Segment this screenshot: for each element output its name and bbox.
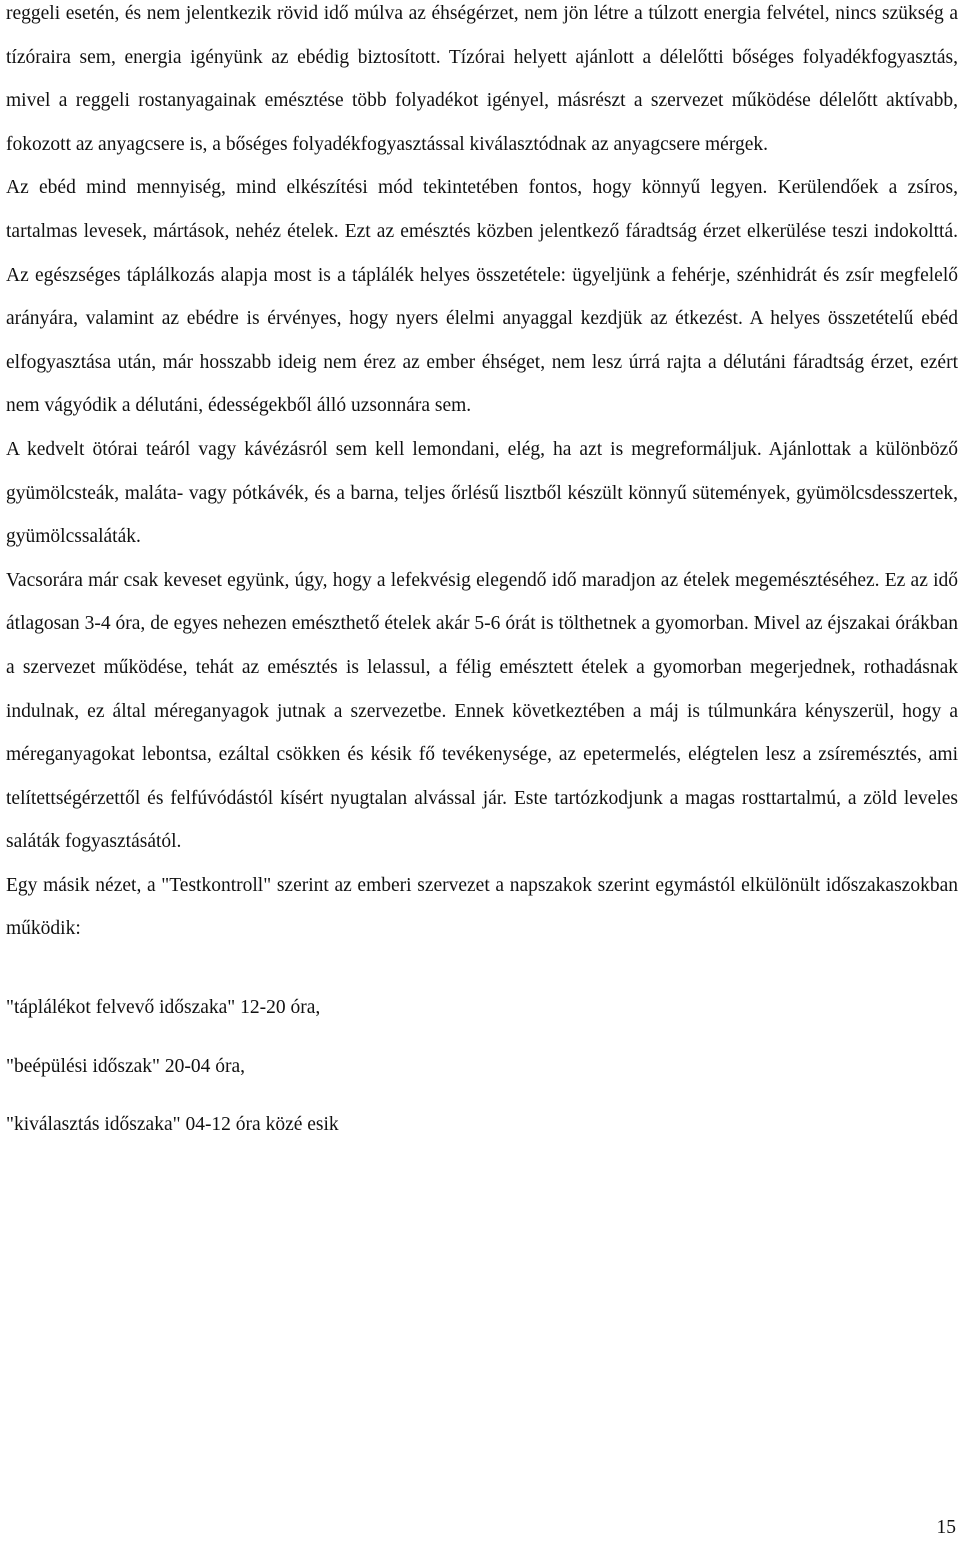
- list-item: "beépülési időszak" 20-04 óra,: [6, 1055, 246, 1077]
- paragraph-dinner: Vacsorára már csak keveset együnk, úgy, hogy a lefekvésig elegendő idő maradjon az ételek megemésztéséhez. Ez az idő átlagosan 3-4 óra, de egyes nehezen emészthető ételek akár 5-6 órát is tölthetnek a gyomorban. Mivel az éjszakai órákban a szervezet működése, tehát az emésztés is lelassul, a félig emésztett ételek a gyomorban megerjednek, rothadásnak indulnak, ez által méreganyagok jutnak a szervezetbe. Ennek következtében a máj is túlmunkára kényszerül, hogy a méreganyagokat lebontsa, ezáltal csökken és késik fő tevékenysége, az epetermelés, elégtelen lesz a zsíremésztés, ami telítettségérzettől és felfúvódástól kísért nyugtalan alvással jár. Este tartózkodjunk a magas rosttartalmú, a zöld leveles saláták fogyasztásától.: [6, 569, 958, 853]
- list-item: "táplálékot felvevő időszaka" 12-20 óra,: [6, 997, 321, 1019]
- list-item: "kiválasztás időszaka" 04-12 óra közé esik: [6, 1114, 339, 1136]
- document-page: [6, 0, 958, 1155]
- time-period-list: [6, 979, 958, 1155]
- paragraph-testkontroll: Egy másik nézet, a "Testkontroll" szerint az emberi szervezet a napszakok szerint egymástól elkülönült időszakaszokban működik:: [6, 874, 958, 940]
- paragraph-afternoon-tea: A kedvelt ötórai teáról vagy kávézásról sem kell lemondani, elég, ha azt is megreformáljuk. Ajánlottak a különböző gyümölcsteák, maláta- vagy pótkávék, és a barna, teljes őrlésű lisztből készült könnyű sütemények, gyümölcsdesszertek, gyümölcssaláták.: [6, 438, 958, 548]
- page-number: 15: [936, 1517, 956, 1538]
- paragraph-lunch: Az ebéd mind mennyiség, mind elkészítési mód tekintetében fontos, hogy könnyű legyen. Kerülendőek a zsíros, tartalmas levesek, mártások, nehéz ételek. Ezt az emésztés közben jelentkező fáradtság érzet elkerülése teszi indokolttá. Az egészséges táplálkozás alapja most is a táplálék helyes összetétele: ügyeljünk a fehérje, szénhidrát és zsír megfelelő arányára, valamint az ebédre is érvényes, hogy nyers élelmi anyaggal kezdjük az étkezést. A helyes összetételű ebéd elfogyasztása után, már hosszabb ideig nem érez az ember éhséget, nem lesz úrrá rajta a délutáni fáradtság érzet, ezért nem vágyódik a délutáni, édességekből álló uzsonnára sem.: [6, 177, 958, 417]
- paragraph-breakfast: reggeli esetén, és nem jelentkezik rövid idő múlva az éhségérzet, nem jön létre a túlzott energia felvétel, nincs szükség a tízóraira sem, energia igényünk az ebédig biztosított. Tízórai helyett ajánlott a délelőtti bőséges folyadékfogyasztás, mivel a reggeli rostanyagainak emésztése több folyadékot igényel, másrészt a szervezet működése délelőtt aktívabb, fokozott az anyagcsere is, a bőséges folyadékfogyasztással kiválasztódnak az anyagcsere mérgek.: [6, 3, 958, 155]
